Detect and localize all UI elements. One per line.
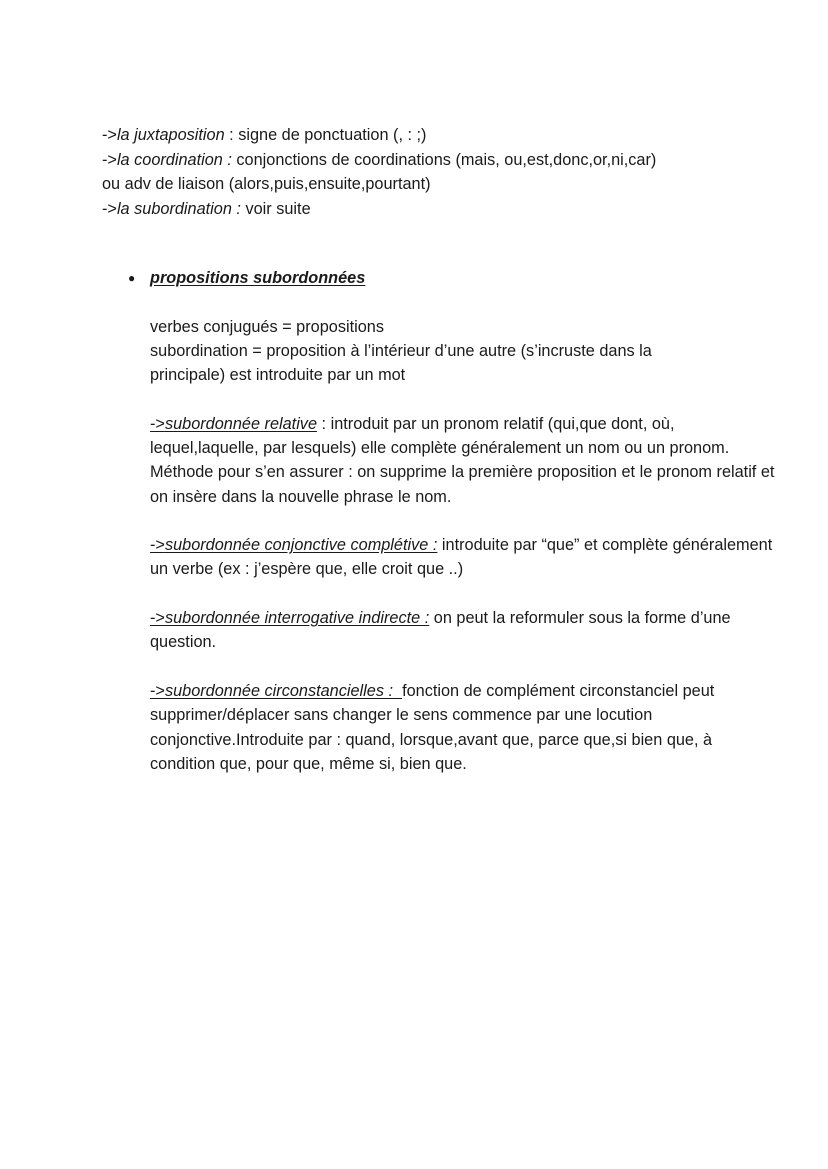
definition-line: verbes conjugués = propositions: [150, 317, 384, 336]
arrow: ->: [150, 609, 165, 628]
definition-line: principale) est introduite par un mot: [150, 366, 406, 385]
interrogative-label: subordonnée interrogative indirecte :: [164, 609, 430, 628]
definition-paragraph: [150, 315, 778, 388]
arrow: ->: [150, 536, 165, 555]
completive-text: introduite par “que” et complète généralement un verbe (ex : j’espère que, elle croit que ..): [150, 536, 773, 579]
relative-paragraph: [150, 412, 778, 509]
coordination-line: [102, 148, 802, 173]
subordinate-section: [128, 266, 778, 776]
subordination-term: la subordination :: [116, 199, 241, 218]
subordination-line: [102, 197, 802, 222]
intro-block: [102, 123, 802, 221]
arrow: ->: [102, 199, 117, 218]
coordination-text: conjonctions de coordinations (mais, ou,est,donc,or,ni,car): [231, 150, 657, 169]
section-body: [150, 315, 778, 777]
definition-line: subordination = proposition à l’intérieur d’une autre (s’incruste dans la: [150, 341, 652, 360]
arrow: ->: [102, 150, 117, 169]
interrogative-text: on peut la reformuler sous la forme d’une question.: [150, 609, 731, 652]
completive-paragraph: [150, 533, 778, 582]
bullet-icon: ●: [128, 271, 136, 285]
juxtaposition-term: la juxtaposition: [116, 126, 225, 144]
juxtaposition-text: : signe de ponctuation (, : ;): [224, 126, 427, 144]
circonstancielle-paragraph: [150, 679, 778, 776]
circonstancielle-text: fonction de complément circonstanciel peut supprimer/déplacer sans changer le sens commence par une locution conjonctive.Introduite par : quand, lorsque,avant que, parce que,si bien que, à condition que, pour que, même si, bien que.: [150, 681, 715, 773]
completive-label: subordonnée conjonctive complétive :: [164, 536, 438, 555]
arrow: ->: [150, 681, 165, 700]
coordination-continuation: ou adv de liaison (alors,puis,ensuite,pourtant): [102, 175, 431, 193]
section-heading: propositions subordonnées: [150, 268, 366, 287]
interrogative-paragraph: [150, 606, 778, 655]
underline-spacer: [393, 682, 402, 700]
arrow: ->: [150, 414, 165, 433]
arrow: ->: [102, 126, 117, 144]
section-heading-row: [128, 266, 778, 290]
coordination-term: la coordination :: [116, 150, 232, 169]
relative-label: subordonnée relative: [164, 414, 318, 433]
juxtaposition-line: [102, 123, 802, 148]
relative-text: : introduit par un pronom relatif (qui,que dont, où, lequel,laquelle, par lesquels) elle complète généralement un nom ou un pronom. Méthode pour s’en assurer : on supprime la première proposition et le pronom relatif et on insère dans la nouvelle phrase le nom.: [150, 414, 775, 506]
subordination-text: voir suite: [240, 199, 311, 218]
circonstancielle-label: subordonnée circonstancielles :: [164, 681, 394, 700]
